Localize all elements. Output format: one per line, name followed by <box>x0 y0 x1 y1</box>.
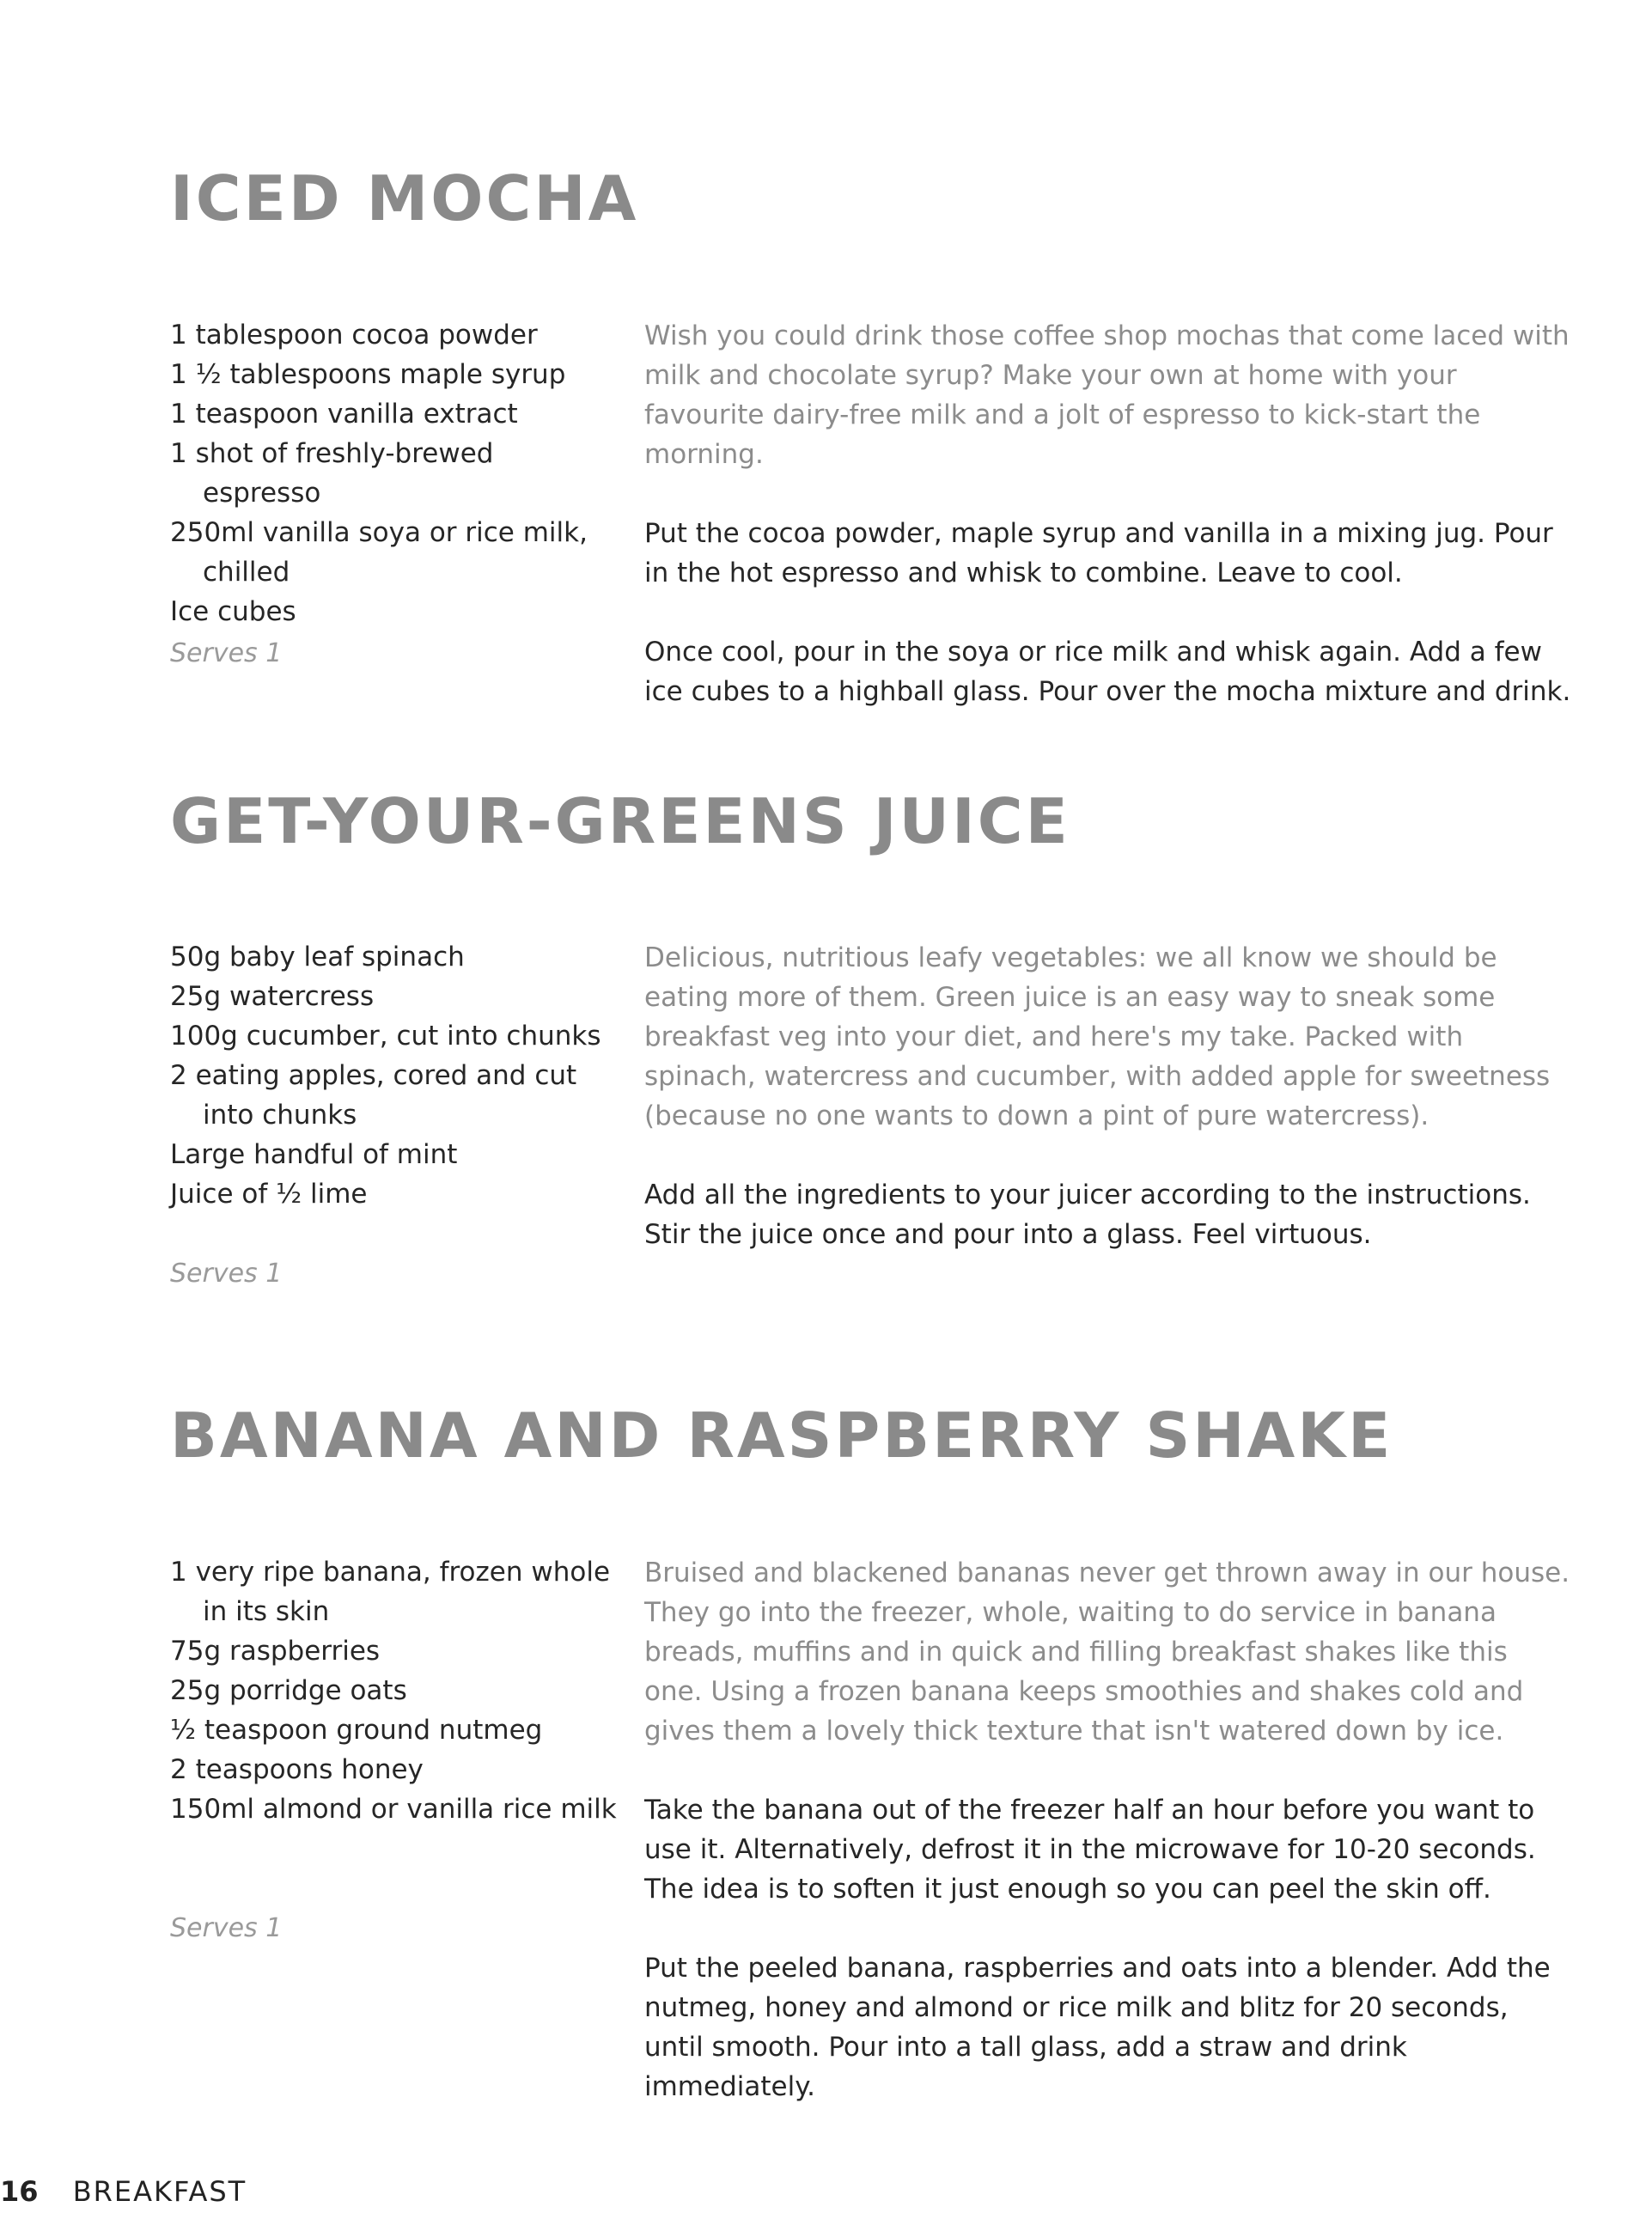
method-step: Add all the ingredients to your juicer according to the instructions. Stir the juice once and pour into a glass. Feel virtuous. <box>644 1180 1531 1250</box>
ingredient-item: ½ teaspoon ground nutmeg <box>170 1715 543 1746</box>
ingredient-item: Ice cubes <box>170 596 296 627</box>
ingredient-item: 25g porridge oats <box>170 1675 407 1706</box>
ingredient-list <box>170 1552 617 1829</box>
ingredient-item: 75g raspberries <box>170 1636 381 1667</box>
ingredient-item: 1 ½ tablespoons maple syrup <box>170 359 566 390</box>
page-number: 16 <box>0 2175 39 2208</box>
ingredient-item: 100g cucumber, cut into chunks <box>170 1021 601 1052</box>
page-footer <box>0 2175 247 2208</box>
ingredient-item: 150ml almond or vanilla rice milk <box>170 1794 617 1825</box>
ingredient-item: 25g watercress <box>170 981 375 1012</box>
recipe-title: ICED MOCHA <box>170 162 639 235</box>
recipe-title: GET-YOUR-GREENS JUICE <box>170 785 1070 857</box>
section-name: BREAKFAST <box>72 2175 247 2208</box>
recipe-title: BANANA AND RASPBERRY SHAKE <box>170 1399 1393 1472</box>
ingredient-item: 1 teaspoon vanilla extract <box>170 399 518 430</box>
ingredient-item: Large handful of mint <box>170 1139 458 1170</box>
intro-paragraph: Delicious, nutritious leafy vegetables: we all know we should be eating more of them. Green juice is an easy way to sneak some breakfast veg into your diet, and here's my take. Packed with spinach, watercress and cucumber, with added apple for sweetness (because no one wants to down a pint of pure watercress). <box>644 942 1551 1131</box>
method-step: Once cool, pour in the soya or rice milk and whisk again. Add a few ice cubes to a highball glass. Pour over the mocha mixture and drink. <box>644 637 1571 707</box>
serves-label: Serves 1 <box>170 1259 283 1289</box>
ingredient-item: 2 teaspoons honey <box>170 1754 424 1785</box>
intro-paragraph: Bruised and blackened bananas never get thrown away in our house. They go into the freezer, whole, waiting to do service in banana breads, muffins and in quick and filling breakfast shakes like this one. Using a frozen banana keeps smoothies and shakes cold and gives them a lovely thick texture that isn't watered down by ice. <box>644 1558 1570 1747</box>
method-step: Put the cocoa powder, maple syrup and vanilla in a mixing jug. Pour in the hot espresso and whisk to combine. Leave to cool. <box>644 518 1553 588</box>
ingredient-item: 1 very ripe banana, frozen whole in its skin <box>170 1557 611 1627</box>
method-step: Take the banana out of the freezer half an hour before you want to use it. Alternatively, defrost it in the microwave for 10-20 seconds. The idea is to soften it just enough so you can peel the skin off. <box>644 1795 1536 1905</box>
ingredient-item: Juice of ½ lime <box>170 1179 368 1210</box>
method-text <box>644 938 1572 1294</box>
method-text <box>644 1553 1572 2146</box>
method-step: Put the peeled banana, raspberries and oats into a blender. Add the nutmeg, honey and almond or rice milk and blitz for 20 seconds, until smooth. Pour into a tall glass, add a straw and drink immediately. <box>644 1953 1551 2102</box>
intro-paragraph: Wish you could drink those coffee shop mochas that come laced with milk and chocolate syrup? Make your own at home with your favourite dairy-free milk and a jolt of espresso to kick-start the morning. <box>644 320 1570 470</box>
serves-label: Serves 1 <box>170 1913 283 1943</box>
ingredient-list <box>170 937 617 1214</box>
ingredient-item: 50g baby leaf spinach <box>170 942 465 972</box>
ingredient-list <box>170 315 617 631</box>
method-text <box>644 316 1572 751</box>
ingredient-item: 2 eating apples, cored and cut into chunks <box>170 1060 577 1131</box>
serves-label: Serves 1 <box>170 638 283 668</box>
ingredient-item: 250ml vanilla soya or rice milk, chilled <box>170 517 588 588</box>
ingredient-item: 1 shot of freshly-brewed espresso <box>170 438 494 509</box>
ingredient-item: 1 tablespoon cocoa powder <box>170 320 538 351</box>
